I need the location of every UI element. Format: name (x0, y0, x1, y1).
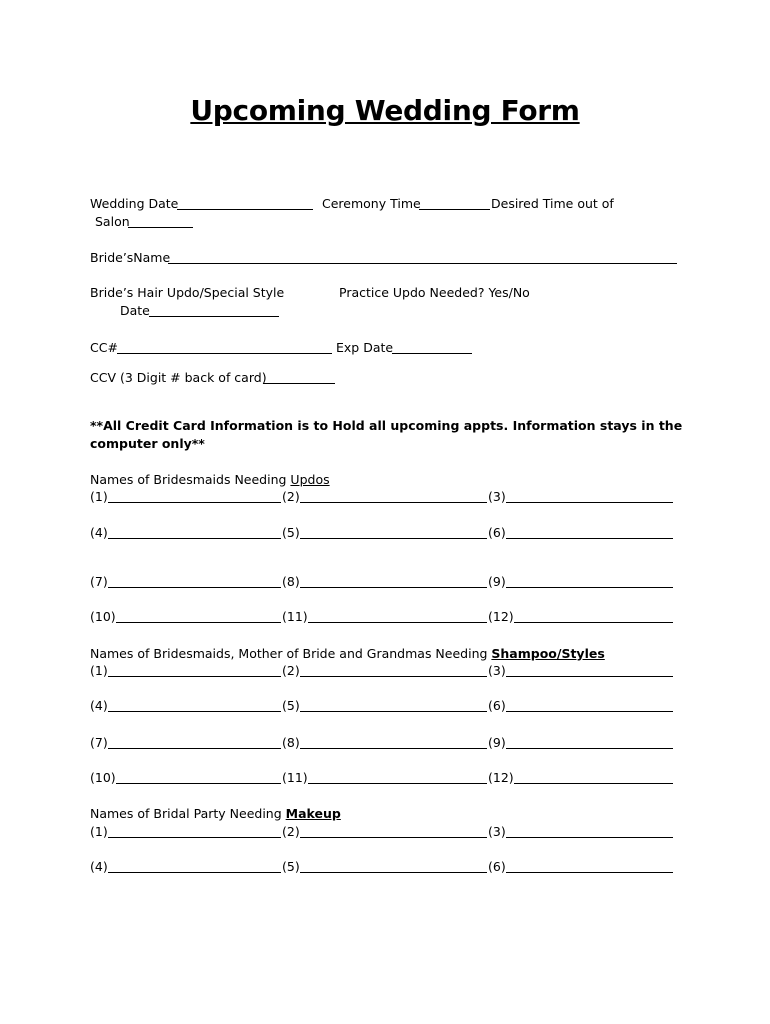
name-entry-field[interactable] (506, 748, 673, 749)
name-entry-field[interactable] (108, 837, 281, 838)
entry-number: (4) (90, 525, 108, 540)
credit-card-notice-line-2: computer only** (90, 436, 205, 451)
name-entry (282, 609, 308, 625)
updos-section-heading (90, 472, 330, 488)
name-entry-field[interactable] (506, 711, 673, 712)
name-entry (488, 735, 506, 751)
section-heading-emphasis: Updos (290, 472, 330, 487)
entry-number: (2) (282, 663, 300, 678)
wedding-date-label: Wedding Date (90, 196, 179, 211)
name-entry-field[interactable] (300, 676, 487, 677)
name-entry-field[interactable] (506, 676, 673, 677)
wedding-date-field[interactable] (177, 209, 313, 210)
name-entry (282, 525, 300, 541)
ceremony-time-label: Ceremony Time (322, 196, 421, 211)
name-entry (90, 489, 108, 505)
entry-number: (11) (282, 770, 308, 785)
name-entry (488, 574, 506, 590)
shampoo-section-heading (90, 646, 605, 662)
name-entry-field[interactable] (300, 748, 487, 749)
name-entry-field[interactable] (300, 711, 487, 712)
name-entry-field[interactable] (108, 538, 281, 539)
desired-time-label: Desired Time out of (491, 196, 614, 211)
name-entry (488, 770, 514, 786)
name-entry-field[interactable] (108, 587, 281, 588)
name-entry-field[interactable] (300, 502, 487, 503)
name-entry-field[interactable] (300, 837, 487, 838)
name-entry (488, 698, 506, 714)
entry-number: (10) (90, 609, 116, 624)
name-entry (488, 525, 506, 541)
entry-number: (6) (488, 525, 506, 540)
salon-field[interactable] (128, 227, 193, 228)
name-entry (282, 489, 300, 505)
name-entry (488, 489, 506, 505)
name-entry-field[interactable] (108, 676, 281, 677)
name-entry (282, 735, 300, 751)
entry-number: (3) (488, 824, 506, 839)
name-entry (90, 824, 108, 840)
name-entry-field[interactable] (116, 783, 281, 784)
name-entry-field[interactable] (108, 502, 281, 503)
page-title: Upcoming Wedding Form (190, 94, 580, 127)
entry-number: (10) (90, 770, 116, 785)
entry-number: (6) (488, 698, 506, 713)
entry-number: (5) (282, 525, 300, 540)
exp-date-label: Exp Date (336, 340, 394, 355)
name-entry (488, 824, 506, 840)
name-entry-field[interactable] (108, 711, 281, 712)
ccv-field[interactable] (263, 383, 335, 384)
entry-number: (3) (488, 489, 506, 504)
entry-number: (4) (90, 859, 108, 874)
entry-number: (11) (282, 609, 308, 624)
name-entry-field[interactable] (308, 783, 487, 784)
ccv-label: CCV (3 Digit # back of card) (90, 370, 267, 385)
name-entry-field[interactable] (506, 538, 673, 539)
name-entry (90, 525, 108, 541)
name-entry-field[interactable] (300, 587, 487, 588)
salon-label: Salon (95, 214, 130, 229)
entry-number: (6) (488, 859, 506, 874)
entry-number: (1) (90, 489, 108, 504)
entry-number: (9) (488, 735, 506, 750)
name-entry-field[interactable] (300, 872, 487, 873)
name-entry (90, 735, 108, 751)
brides-name-field[interactable] (168, 263, 677, 264)
name-entry (90, 574, 108, 590)
entry-number: (1) (90, 824, 108, 839)
name-entry-field[interactable] (116, 622, 281, 623)
name-entry-field[interactable] (108, 748, 281, 749)
entry-number: (4) (90, 698, 108, 713)
makeup-section-heading (90, 806, 341, 822)
entry-number: (1) (90, 663, 108, 678)
name-entry-field[interactable] (300, 538, 487, 539)
name-entry (282, 698, 300, 714)
brides-name-label: Bride’sName (90, 250, 171, 265)
entry-number: (2) (282, 824, 300, 839)
ceremony-time-field[interactable] (419, 209, 490, 210)
entry-number: (8) (282, 574, 300, 589)
name-entry-field[interactable] (506, 837, 673, 838)
section-heading-text: Names of Bridesmaids Needing (90, 472, 291, 487)
exp-date-field[interactable] (392, 353, 472, 354)
cc-field[interactable] (117, 353, 332, 354)
entry-number: (7) (90, 735, 108, 750)
credit-card-notice-line-1: **All Credit Card Information is to Hold all upcoming appts. Information stays in the (90, 418, 683, 433)
name-entry-field[interactable] (514, 783, 673, 784)
name-entry-field[interactable] (514, 622, 673, 623)
entry-number: (12) (488, 609, 514, 624)
hair-date-label: Date (120, 303, 150, 318)
name-entry (90, 663, 108, 679)
section-heading-emphasis: Makeup (285, 806, 341, 821)
name-entry-field[interactable] (506, 587, 673, 588)
entry-number: (8) (282, 735, 300, 750)
section-heading-emphasis: Shampoo/Styles (491, 646, 605, 661)
name-entry (488, 663, 506, 679)
name-entry-field[interactable] (308, 622, 487, 623)
section-heading-text: Names of Bridesmaids, Mother of Bride and Grandmas Needing (90, 646, 492, 661)
entry-number: (9) (488, 574, 506, 589)
entry-number: (3) (488, 663, 506, 678)
brides-hair-label: Bride’s Hair Updo/Special Style (90, 285, 285, 300)
name-entry (90, 609, 116, 625)
entry-number: (5) (282, 698, 300, 713)
name-entry (282, 859, 300, 875)
entry-number: (2) (282, 489, 300, 504)
name-entry-field[interactable] (108, 872, 281, 873)
name-entry (90, 698, 108, 714)
practice-updo-label: Practice Updo Needed? Yes/No (339, 285, 530, 300)
name-entry (488, 859, 506, 875)
name-entry (282, 824, 300, 840)
name-entry (282, 663, 300, 679)
hair-date-field[interactable] (149, 316, 279, 317)
name-entry-field[interactable] (506, 872, 673, 873)
name-entry (488, 609, 514, 625)
name-entry (282, 574, 300, 590)
name-entry-field[interactable] (506, 502, 673, 503)
entry-number: (7) (90, 574, 108, 589)
section-heading-text: Names of Bridal Party Needing (90, 806, 286, 821)
name-entry (282, 770, 308, 786)
entry-number: (5) (282, 859, 300, 874)
cc-label: CC# (90, 340, 118, 355)
name-entry (90, 770, 116, 786)
name-entry (90, 859, 108, 875)
entry-number: (12) (488, 770, 514, 785)
